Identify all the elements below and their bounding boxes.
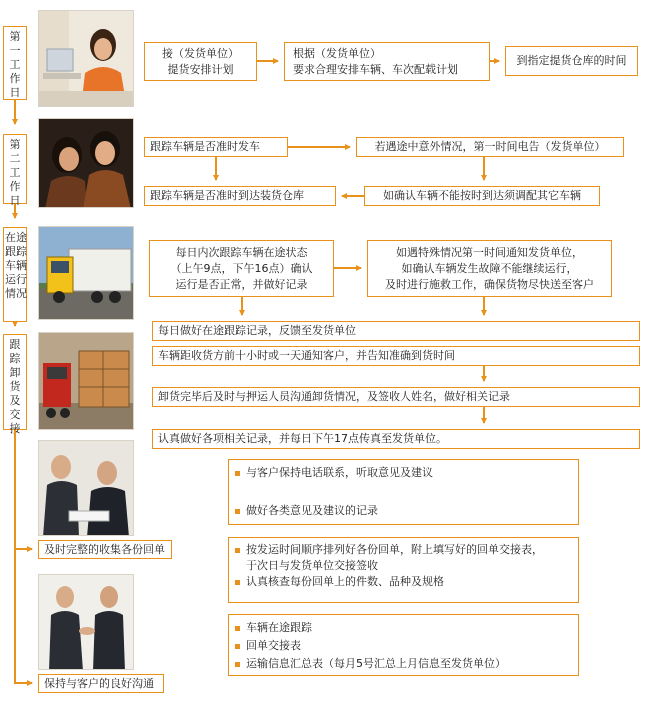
receipt-item-text: 按发运时间顺序排列好各份回单，附上填写好的回单交接表， bbox=[246, 543, 543, 556]
vehicle-plan-line1: 根据（发货单位） bbox=[293, 47, 381, 60]
receive-plan-line1: 接（发货单位） bbox=[162, 46, 239, 60]
arrive-on-time-label: 跟踪车辆是否准时到达装货仓库 bbox=[150, 189, 304, 202]
notify-customer-label: 车辆距收货方前十小时或一天通知客户，并告知准确到货时间 bbox=[158, 349, 455, 362]
vehicle-plan-line2: 要求合理安排车辆、车次配载计划 bbox=[293, 63, 458, 76]
daily-tracking-line2: （上午9点，下午16点）确认 bbox=[170, 261, 313, 275]
stage-in-transit-label: 在途跟踪车辆运行情况 bbox=[5, 231, 27, 300]
unload-sign-label: 卸货完毕后及时与押运人员沟通卸货情况，及签收人姓名，做好相关记录 bbox=[158, 390, 510, 403]
special-case-line2: 如确认车辆发生故障不能继续运行， bbox=[401, 261, 578, 275]
daily-tracking-line1: 每日内次跟踪车辆在途状态 bbox=[175, 245, 308, 259]
stage-day1-label: 第一工作日 bbox=[9, 30, 21, 99]
receipt-item-text: 认真核查每份回单上的件数、品种及规格 bbox=[246, 575, 444, 588]
special-case-line3: 及时进行施救工作，确保货物尽快送至客户 bbox=[385, 277, 594, 291]
stage-communication-label: 保持与客户的良好沟通 bbox=[44, 676, 154, 690]
on-time-depart-label: 跟踪车辆是否准时发车 bbox=[150, 140, 260, 153]
special-case-line1: 如遇特殊情况第一时间通知发货单位， bbox=[396, 245, 583, 259]
contact-item-text: 与客户保持电话联系，听取意见及建议 bbox=[246, 466, 433, 479]
arrive-warehouse-time-label: 到指定提货仓库的时间 bbox=[516, 54, 627, 67]
receipt-item-continued: 于次日与发货单位交接签收 bbox=[246, 559, 378, 572]
daily-record-label: 每日做好在途跟踪记录，反馈至发货单位 bbox=[158, 324, 356, 337]
receive-plan-line2: 提货安排计划 bbox=[167, 62, 234, 76]
comm-item-text: 车辆在途跟踪 bbox=[246, 621, 312, 634]
comm-item-text: 回单交接表 bbox=[246, 639, 301, 652]
stage-unloading-label: 跟踪卸货及交接 bbox=[9, 338, 21, 435]
daily-report-label: 认真做好各项相关记录，并每日下午17点传真至发货单位。 bbox=[158, 432, 447, 445]
stage-day2-label: 第二工作日 bbox=[9, 138, 21, 207]
contact-item-text: 做好各类意见及建议的记录 bbox=[246, 504, 378, 517]
daily-tracking-line3: 运行是否正常，并做好记录 bbox=[175, 277, 308, 291]
reassign-vehicle-label: 如确认车辆不能按时到达须调配其它车辆 bbox=[383, 189, 581, 202]
accident-report-label: 若遇途中意外情况，第一时间电告（发货单位） bbox=[374, 140, 606, 153]
comm-item-text: 运输信息汇总表（每月5号汇总上月信息至发货单位） bbox=[246, 657, 506, 670]
stage-receipt-label: 及时完整的收集各份回单 bbox=[44, 542, 165, 556]
